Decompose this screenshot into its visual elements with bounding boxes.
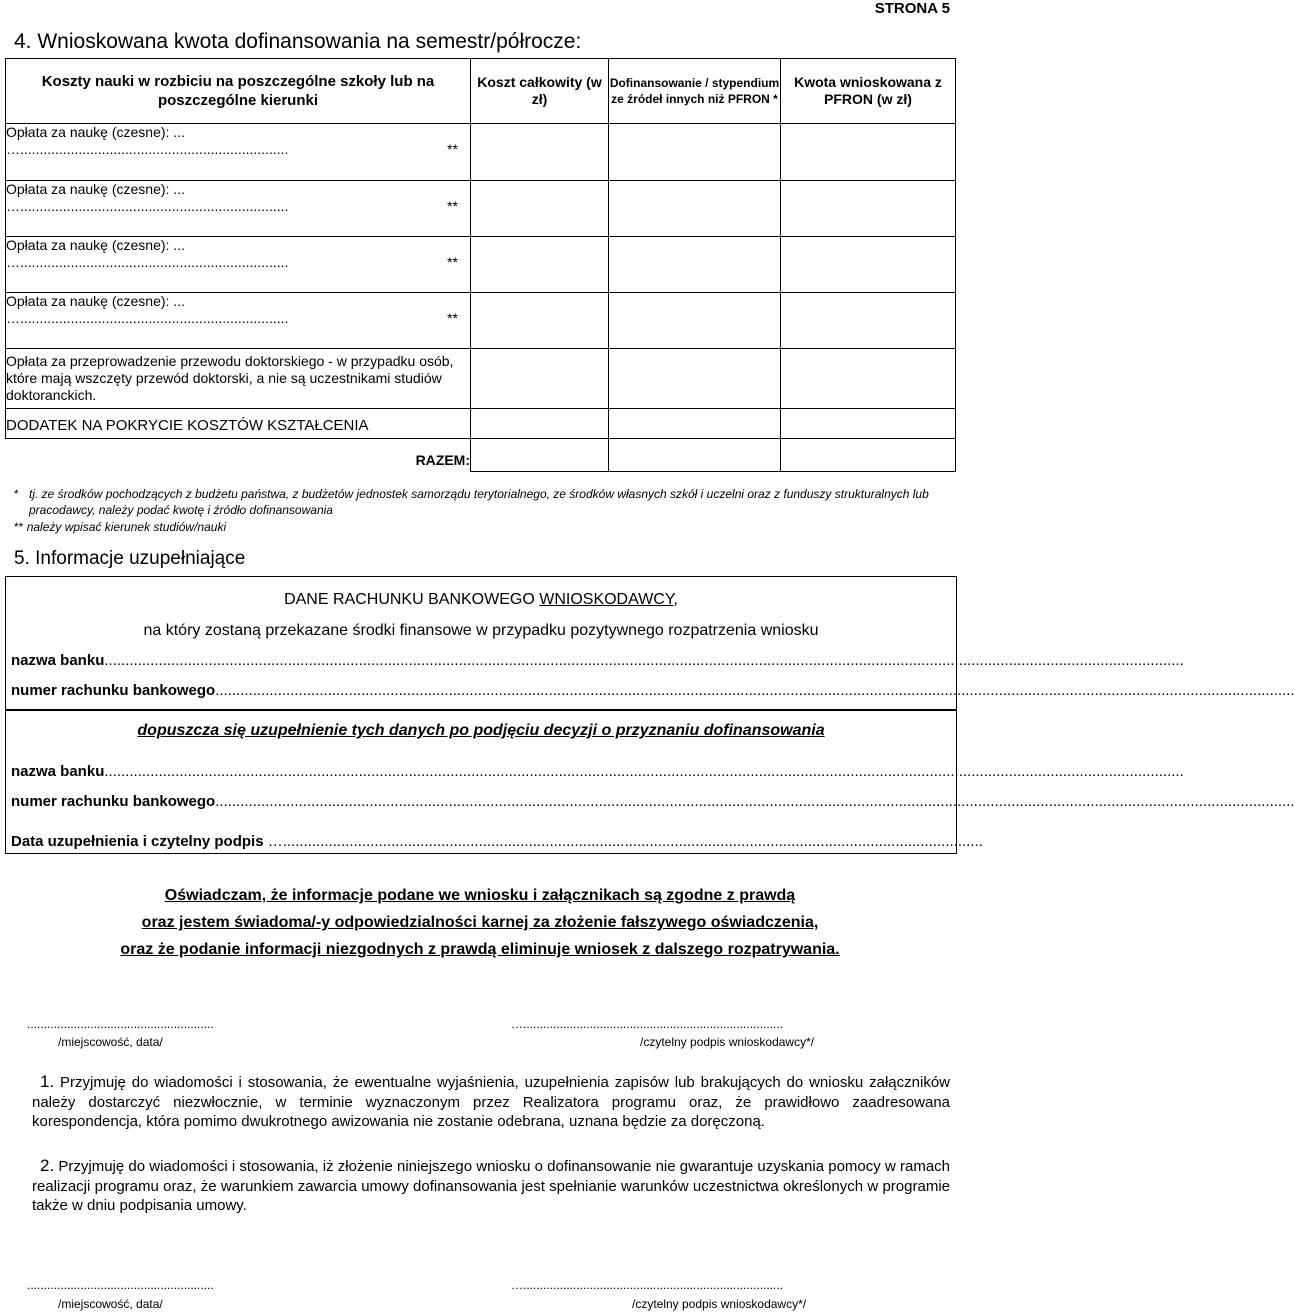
- total-label: RAZEM:: [6, 439, 471, 472]
- account-number-dots[interactable]: ...................................................................................................................................................................................................................................................................: [215, 682, 1295, 699]
- footnote-mark: *: [14, 487, 19, 501]
- total-cost-sum[interactable]: [471, 439, 609, 472]
- double-asterisk: **: [447, 141, 458, 157]
- bank-details-box: [5, 576, 1295, 711]
- header-pfron-amount: Kwota wnioskowana z PFRON (w zł): [781, 59, 956, 124]
- section-5-title: 5. Informacje uzupełniające: [14, 548, 246, 569]
- total-cost-cell[interactable]: [471, 181, 609, 237]
- pfron-amount-cell[interactable]: [781, 181, 956, 237]
- place-date-dots[interactable]: ........................................................: [27, 1278, 214, 1292]
- pfron-amount-cell[interactable]: [781, 409, 956, 439]
- declaration-line-3: oraz że podanie informacji niezgodnych z prawdą eliminuje wniosek z dalszego rozpatrywania.: [120, 941, 840, 958]
- date-signature-field[interactable]: [11, 833, 983, 850]
- pfron-amount-cell[interactable]: [781, 293, 956, 349]
- pfron-amount-cell[interactable]: [781, 349, 956, 409]
- other-funding-sum[interactable]: [609, 439, 781, 472]
- double-asterisk: **: [447, 254, 458, 270]
- bank-name-dots[interactable]: ...................................................................................................................................................................................................................................................................: [104, 763, 1184, 780]
- bank-name-label: nazwa banku: [11, 652, 105, 669]
- place-date-dots[interactable]: ........................................................: [27, 1017, 214, 1031]
- clause-number: 2.: [40, 1156, 55, 1175]
- date-signature-dots[interactable]: …........................................................................................................................................................................: [267, 833, 983, 850]
- bank-heading: [6, 591, 956, 609]
- supplement-label: DODATEK NA POKRYCIE KOSZTÓW KSZTAŁCENIA: [6, 409, 471, 439]
- account-number-field-later[interactable]: [11, 793, 1295, 810]
- tuition-label: Opłata za naukę (czesne): ...: [6, 124, 185, 140]
- signature-label: /czytelny podpis wnioskodawcy*/: [640, 1035, 815, 1049]
- header-costs: Koszty nauki w rozbiciu na poszczególne szkoły lub na poszczególne kierunki: [6, 59, 471, 124]
- supplement-row: [6, 409, 956, 439]
- doctoral-row: [6, 349, 956, 409]
- clause-1: [32, 1072, 950, 1132]
- bank-heading-text: DANE RACHUNKU BANKOWEGO: [284, 591, 540, 608]
- date-signature-label: Data uzupełnienia i czytelny podpis: [11, 833, 264, 850]
- other-funding-cell[interactable]: [609, 237, 781, 293]
- tuition-label: Opłata za naukę (czesne): ...: [6, 181, 185, 197]
- total-cost-cell[interactable]: [471, 293, 609, 349]
- tuition-row: [6, 237, 956, 293]
- total-cost-cell[interactable]: [471, 349, 609, 409]
- double-asterisk: **: [447, 198, 458, 214]
- tuition-row: [6, 181, 956, 237]
- header-other-funding: Dofinansowanie / stypendium ze źródeł innych niż PFRON *: [609, 59, 781, 124]
- declaration-line-2: oraz jestem świadoma/-y odpowiedzialności karnej za złożenie fałszywego oświadczenia,: [141, 914, 819, 931]
- section-4-title: 4. Wnioskowana kwota dofinansowania na semestr/półrocze:: [14, 30, 582, 53]
- other-funding-cell[interactable]: [609, 293, 781, 349]
- signature-dots[interactable]: …..............................................................................: [511, 1278, 784, 1292]
- total-cost-cell[interactable]: [471, 409, 609, 439]
- footnote-funding-text: tj. ze środków pochodzących z budżetu państwa, z budżetów jednostek samorządu terytorialnego, ze środków własnych szkół i uczelni oraz z funduszy strukturalnych lub pracodawcy, należy podać kwotę i źródło dofinansowania: [29, 487, 929, 517]
- bank-subheading: na który zostaną przekazane środki finansowe w przypadku pozytywnego rozpatrzenia wniosku: [143, 622, 819, 639]
- clause-text: Przyjmuję do wiadomości i stosowania, że ewentualne wyjaśnienia, uzupełnienia zapisów lub brakujących do wniosku załączników należy dostarczyć niezwłocznie, w terminie wyznaczonym przez Realizatora programu oraz, że prawidłowo zaadresowana korespondencja, która pomimo dwukrotnego awizowania nie zostanie odebrana, uznana będzie za doręczoną.: [32, 1074, 950, 1130]
- total-row: [6, 439, 956, 472]
- tuition-dots[interactable]: ….....................................................................: [6, 254, 289, 270]
- bank-name-field-later[interactable]: [11, 763, 1184, 780]
- place-date-label: /miejscowość, data/: [58, 1035, 163, 1049]
- total-cost-cell[interactable]: [471, 237, 609, 293]
- place-date-label: /miejscowość, data/: [58, 1297, 163, 1311]
- costs-table: [5, 58, 956, 472]
- pfron-amount-cell[interactable]: [781, 237, 956, 293]
- clause-number: 1.: [40, 1072, 55, 1091]
- pfron-amount-cell[interactable]: [781, 124, 956, 181]
- pfron-amount-sum[interactable]: [781, 439, 956, 472]
- bank-details-later-box: [5, 709, 1295, 854]
- page-label: STRONA 5: [874, 0, 950, 17]
- footnote-funding: [14, 486, 949, 518]
- bank-name-field[interactable]: [11, 652, 1184, 669]
- signature-label: /czytelny podpis wnioskodawcy*/: [632, 1297, 807, 1311]
- tuition-dots[interactable]: ….....................................................................: [6, 198, 289, 214]
- supplement-note: dopuszcza się uzupełnienie tych danych po podjęciu decyzji o przyznaniu dofinansowania: [137, 722, 825, 739]
- double-asterisk: **: [447, 310, 458, 326]
- tuition-row: [6, 293, 956, 349]
- total-cost-cell[interactable]: [471, 124, 609, 181]
- footnote-field-of-study: [14, 520, 226, 534]
- account-number-dots[interactable]: ...................................................................................................................................................................................................................................................................: [215, 793, 1295, 810]
- other-funding-cell[interactable]: [609, 349, 781, 409]
- footnote-mark: **: [14, 520, 24, 534]
- clause-2: [32, 1156, 950, 1216]
- tuition-dots[interactable]: ….....................................................................: [6, 310, 289, 326]
- tuition-label: Opłata za naukę (czesne): ...: [6, 237, 185, 253]
- signature-dots[interactable]: …..............................................................................: [511, 1017, 784, 1031]
- footnote-field-text: należy wpisać kierunek studiów/nauki: [26, 520, 227, 534]
- other-funding-cell[interactable]: [609, 409, 781, 439]
- declaration-line-1: Oświadczam, że informacje podane we wniosku i załącznikach są zgodne z prawdą: [164, 887, 796, 904]
- account-number-label: numer rachunku bankowego: [11, 793, 216, 810]
- other-funding-cell[interactable]: [609, 124, 781, 181]
- bank-name-label: nazwa banku: [11, 763, 105, 780]
- tuition-dots[interactable]: ….....................................................................: [6, 141, 289, 157]
- account-number-label: numer rachunku bankowego: [11, 682, 216, 699]
- clause-text: Przyjmuję do wiadomości i stosowania, iż złożenie niniejszego wniosku o dofinansowanie nie gwarantuje uzyskania pomocy w ramach realizacji programu oraz, że warunkiem zawarcia umowy dofinansowania jest spełnianie warunków uczestnictwa określonych w programie także w dniu podpisania umowy.: [32, 1158, 950, 1214]
- bank-heading-applicant: WNIOSKODAWCY,: [539, 591, 678, 608]
- header-total-cost: Koszt całkowity (w zł): [471, 59, 609, 124]
- doctoral-label: Opłata za przeprowadzenie przewodu doktorskiego - w przypadku osób, które mają wszczęty przewód doktorski, a nie są uczestnikami studiów doktoranckich.: [6, 349, 471, 409]
- tuition-row: [6, 124, 956, 181]
- tuition-label: Opłata za naukę (czesne): ...: [6, 293, 185, 309]
- bank-name-dots[interactable]: ...................................................................................................................................................................................................................................................................: [104, 652, 1184, 669]
- account-number-field[interactable]: [11, 682, 1295, 699]
- other-funding-cell[interactable]: [609, 181, 781, 237]
